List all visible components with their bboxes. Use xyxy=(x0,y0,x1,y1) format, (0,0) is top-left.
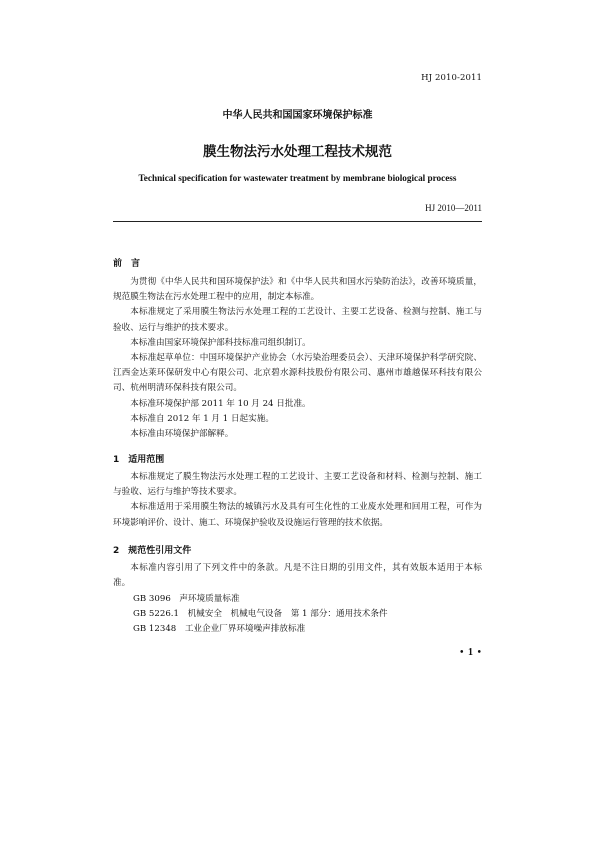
standard-number: HJ 2010—2011 xyxy=(425,203,482,213)
foreword-paragraph: 本标准自 2012 年 1 月 1 日起实施。 xyxy=(130,413,274,424)
section-2-heading: 2 规范性引用文件 xyxy=(113,546,192,556)
reference-item: GB 5226.1 机械安全 机械电气设备 第 1 部分：通用技术条件 xyxy=(133,609,388,620)
english-title: Technical specification for wastewater treatment by membrane biological process xyxy=(138,173,457,183)
foreword-heading: 前 言 xyxy=(113,259,141,269)
section-1-heading: 1 适用范围 xyxy=(113,455,165,465)
section-1-paragraph: 本标准规定了膜生物法污水处理工程的工艺设计、主要工艺设备和材料、检测与控制、施工与验收、运行与维护等技术要求。 xyxy=(113,472,482,498)
foreword-paragraph: 为贯彻《中华人民共和国环境保护法》和《中华人民共和国水污染防治法》，改善环境质量，规范膜生物法在污水处理工程中的应用，制定本标准。 xyxy=(113,277,482,303)
title-divider xyxy=(113,221,482,222)
foreword-paragraph: 本标准由环境保护部解释。 xyxy=(130,429,234,440)
document-title: 膜生物法污水处理工程技术规范 xyxy=(203,144,392,160)
foreword-paragraph: 本标准规定了采用膜生物法污水处理工程的工艺设计、主要工艺设备、检测与控制、施工与验收、运行与维护的技术要求。 xyxy=(113,307,482,333)
section-2-intro: 本标准内容引用了下列文件中的条款。凡是不注日期的引用文件，其有效版本适用于本标准。 xyxy=(113,563,482,589)
foreword-paragraph: 本标准起草单位：中国环境保护产业协会（水污染治理委员会）、天津环境保护科学研究院、江西金达莱环保研发中心有限公司、北京碧水源科技股份有限公司、惠州市雄越保环科技有限公司、杭州明清环保科技有限公司。 xyxy=(113,353,482,394)
foreword-body xyxy=(113,275,482,442)
issuer-title: 中华人民共和国国家环境保护标准 xyxy=(222,110,373,121)
section-1-body xyxy=(113,470,482,531)
foreword-paragraph: 本标准由国家环境保护部科技标准司组织制订。 xyxy=(130,337,311,348)
reference-list xyxy=(133,592,388,638)
reference-item: GB 3096 声环境质量标准 xyxy=(133,594,240,604)
section-2-body xyxy=(113,561,482,591)
reference-item: GB 12348 工业企业厂界环境噪声排放标准 xyxy=(133,624,306,635)
page-number: • 1 • xyxy=(459,647,482,658)
section-1-paragraph: 本标准适用于采用膜生物法的城镇污水及具有可生化性的工业废水处理和回用工程，可作为环境影响评价、设计、施工、环境保护验收及设施运行管理的技术依据。 xyxy=(113,502,482,528)
header-standard-code: HJ 2010-2011 xyxy=(421,73,482,83)
foreword-paragraph: 本标准环境保护部 2011 年 10 月 24 日批准。 xyxy=(130,398,311,409)
